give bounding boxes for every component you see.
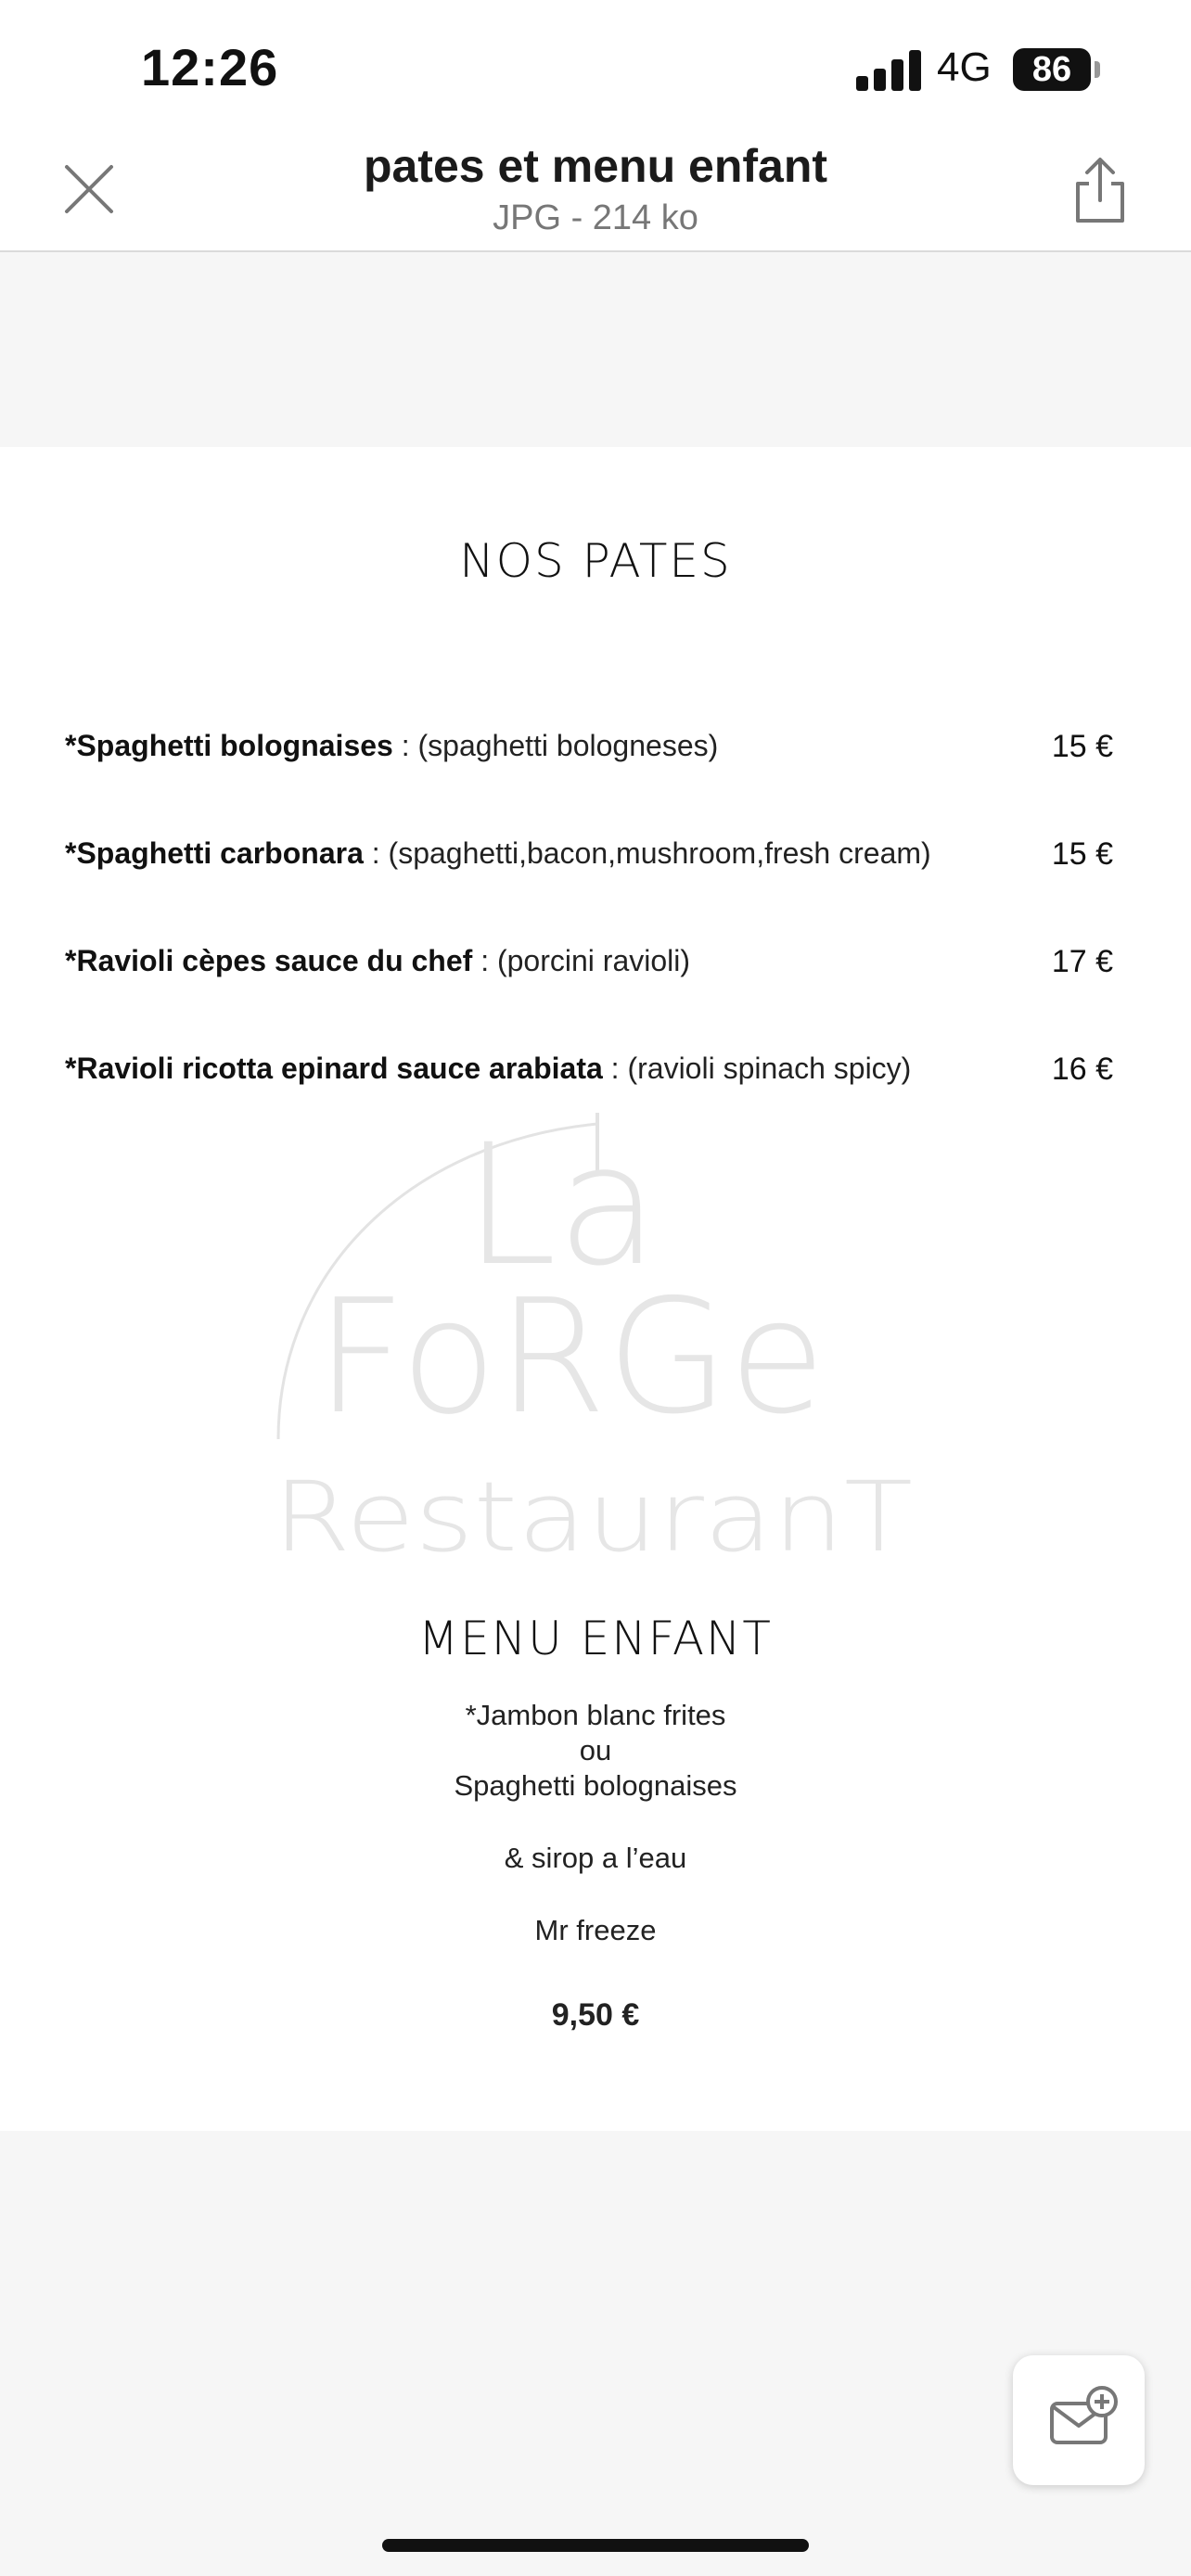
share-button[interactable]: [1070, 156, 1130, 226]
mail-add-icon: [1013, 2355, 1145, 2485]
pasta-item: [65, 944, 1113, 981]
pasta-item-price: 16 €: [1051, 1052, 1113, 1087]
battery-icon: [1013, 48, 1091, 91]
watermark-line-2: FoRGe: [315, 1266, 826, 1449]
pasta-item-desc: : (spaghetti,bacon,mushroom,fresh cream): [363, 836, 931, 870]
pasta-item-desc: : (ravioli spinach spicy): [602, 1052, 912, 1085]
kids-line: *Jambon blanc frites: [465, 1699, 726, 1731]
home-indicator[interactable]: [382, 2539, 809, 2552]
pasta-item-name: *Spaghetti bolognaises: [65, 729, 393, 762]
pasta-item-desc: : (porcini ravioli): [472, 944, 691, 977]
kids-line: Mr freeze: [534, 1914, 657, 1946]
menu-image: [0, 447, 1191, 2131]
file-title: pates et menu enfant: [363, 140, 828, 192]
signal-icon: [856, 48, 921, 91]
watermark-line-1: La: [464, 1109, 660, 1303]
pasta-section-title: NOS PATES: [459, 534, 732, 588]
pasta-item: [65, 1052, 1113, 1089]
kids-price: 9,50 €: [551, 1997, 640, 2033]
network-label: 4G: [937, 45, 992, 90]
kids-section-title: MENU ENFANT: [418, 1612, 773, 1665]
add-to-mail-button[interactable]: [1013, 2355, 1145, 2485]
pasta-item-desc: : (spaghetti bologneses): [392, 729, 719, 762]
pasta-item: [65, 836, 1113, 874]
file-subtitle: JPG - 214 ko: [493, 198, 698, 237]
top-bar: [0, 0, 1191, 252]
pasta-item-price: 17 €: [1051, 944, 1113, 979]
battery-level: 86: [1031, 50, 1072, 89]
pasta-item-name: *Ravioli cèpes sauce du chef: [65, 944, 473, 977]
share-icon: [1070, 156, 1130, 226]
kids-line: Spaghetti bolognaises: [454, 1769, 737, 1802]
pasta-item: [65, 729, 1113, 766]
pasta-item-name: *Ravioli ricotta epinard sauce arabiata: [65, 1052, 603, 1085]
pasta-item-price: 15 €: [1051, 729, 1113, 764]
status-time: 12:26: [141, 38, 279, 96]
restaurant-logo-watermark: [260, 1105, 928, 1569]
pasta-item-price: 15 €: [1051, 836, 1113, 872]
pasta-item-name: *Spaghetti carbonara: [65, 836, 364, 870]
kids-line: & sirop a l’eau: [504, 1842, 687, 1874]
battery-cap: [1095, 61, 1100, 78]
watermark-line-3: RestauranT: [273, 1460, 913, 1569]
kids-line: ou: [579, 1734, 612, 1766]
